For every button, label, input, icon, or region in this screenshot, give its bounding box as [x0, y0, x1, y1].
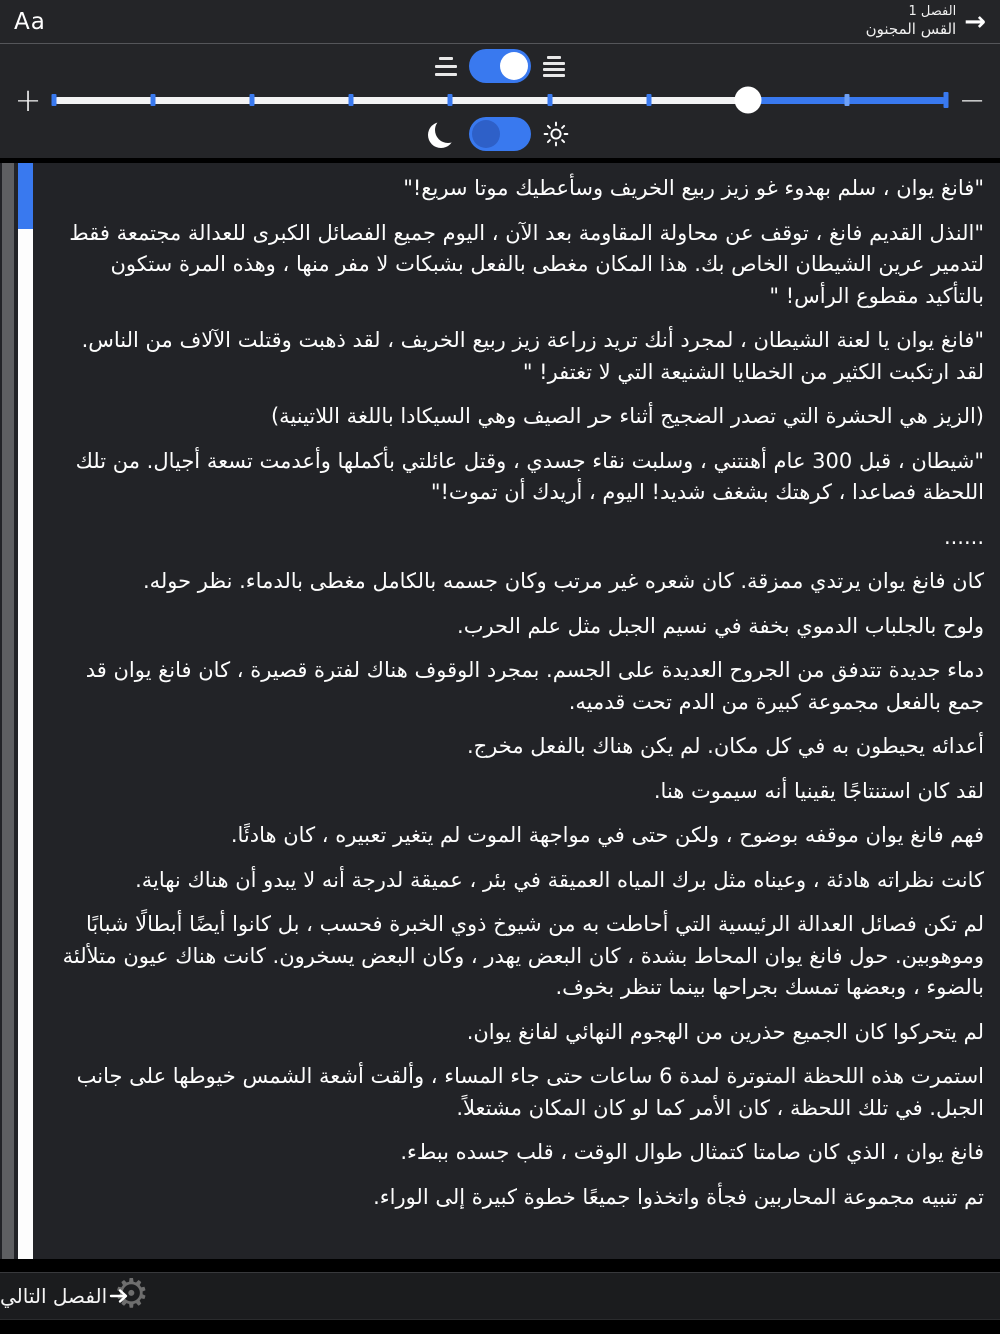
decrease-font-button[interactable]: − — [958, 81, 986, 119]
scrollbar-track[interactable] — [2, 163, 14, 1259]
chapter-header — [866, 4, 986, 39]
theme-toggle[interactable] — [469, 117, 531, 151]
paragraph: لقد كان استنتاجًا يقينيا أنه سيموت هنا. — [653, 778, 984, 803]
toggle-knob — [472, 120, 500, 148]
paragraph: فانغ يوان ، الذي كان صامتا كتمثال طوال الوقت ، قلب جسده ببطء. — [400, 1140, 984, 1164]
paragraph: دماء جديدة تتدفق من الجروح العديدة على الجسم. بمجرد الوقوف هناك لفترة قصيرة ، كان فانغ يوان قد جمع بالفعل مجموعة كبيرة من الدم تحت قدميه. — [85, 658, 984, 714]
slider-tick — [944, 92, 949, 108]
line-spacing-toggle[interactable] — [469, 49, 531, 83]
chapter-meta — [866, 4, 957, 39]
paragraph: لم تكن فصائل العدالة الرئيسية التي أحاطت به من شيوخ ذوي الخبرة فحسب ، بل كانوا أيضًا أبطالًا شبابًا وموهوبين. حول فانغ يوان المحاط بشدة ، كان البعض يهدر ، وكان البعض يسخرون. كانت هناك عيون متلألئة بالضوء ، وبعضها تمسك بجراحها بينما تنظر بخوف. — [62, 912, 984, 999]
paragraph: "فانغ يوان ، سلم بهدوء غو زيز ربيع الخريف وسأعطيك موتا سريع!" — [403, 176, 984, 200]
chapter-text — [44, 163, 1000, 1259]
increase-font-button[interactable]: + — [14, 81, 42, 119]
paragraph: لم يتحركوا كان الجميع حذرين من الهجوم النهائي لفانغ يوان. — [466, 1019, 984, 1044]
line-spacing-loose-icon — [435, 57, 457, 76]
paragraph: ...... — [943, 524, 984, 549]
top-bar — [0, 0, 1000, 44]
gear-arrow-icon[interactable]: ⚙ — [113, 1272, 150, 1317]
reading-progress-rail[interactable] — [0, 163, 38, 1259]
arrow-right-icon[interactable]: → — [964, 6, 986, 37]
slider-track-unfilled — [54, 97, 748, 104]
progress-fill — [18, 163, 33, 229]
paragraph: فهم فانغ يوان موقفه بوضوح ، ولكن حتى في مواجهة الموت لم يتغير تعبيره ، كان هادئًا. — [230, 823, 984, 847]
paragraph: أعدائه يحيطون به في كل مكان. لم يكن هناك بالفعل مخرج. — [466, 734, 984, 758]
line-spacing-row — [0, 49, 1000, 83]
slider-tick — [250, 94, 255, 106]
font-size-track[interactable] — [54, 97, 946, 104]
paragraph: تم تنبيه مجموعة المحاربين فجأة واتخذوا جميعًا خطوة كبيرة إلى الوراء. — [373, 1184, 984, 1209]
settings-panel — [0, 44, 1000, 158]
paragraph: "شيطان ، قبل 300 عام أهنتني ، وسلبت نقاء جسدي ، وقتل عائلتي بأكملها وأعدمت تسعة أجيال. من تلك اللحظة فصاعدا ، كرهتك بشغف شديد! اليوم ، أريدك أن تموت!" — [75, 448, 984, 504]
slider-tick — [547, 94, 552, 106]
slider-tick — [448, 94, 453, 106]
progress-bar — [18, 163, 33, 1259]
font-size-slider-row — [0, 81, 1000, 119]
font-settings-button[interactable]: Aa — [14, 8, 46, 35]
paragraph: (الزيز هي الحشرة التي تصدر الضجيج أثناء حر الصيف وهي السيكادا باللغة اللاتينية) — [270, 404, 984, 428]
font-size-slider-thumb[interactable] — [734, 87, 761, 114]
bottom-bar — [0, 1272, 1000, 1320]
next-chapter-button[interactable] — [0, 1272, 150, 1318]
sun-icon — [543, 121, 569, 147]
paragraph: استمرت هذه اللحظة المتوترة لمدة 6 ساعات حتى جاء المساء ، وألقت أشعة الشمس خيوطها على جانب الجبل. في تلك اللحظة ، كان الأمر كما لو كان المكان مشتعلاً. — [76, 1064, 984, 1120]
paragraph: ولوح بالجلباب الدموي بخفة في نسيم الجبل مثل علم الحرب. — [457, 613, 984, 638]
slider-tick — [349, 94, 354, 106]
paragraph: كان فانغ يوان يرتدي ممزقة. كان شعره غير مرتب وكان جسمه بالكامل مغطى بالدماء. نظر حوله. — [142, 569, 984, 593]
paragraph: "النذل القديم فانغ ، توقف عن محاولة المقاومة بعد الآن ، اليوم جميع الفصائل الكبرى للعدالة مجتمعة فقط لتدمير عرين الشيطان الخاص بك. هذا المكان مغطى بالفعل بشبكات لا مفر منها ، وهذه المرة ستكون بالتأكيد مقطوع الرأس! " — [69, 220, 984, 308]
moon-icon — [435, 117, 461, 143]
divider — [0, 1259, 1000, 1272]
slider-tick — [844, 94, 849, 106]
theme-row — [0, 117, 1000, 151]
toggle-knob — [500, 52, 528, 80]
chapter-title: القس المجنون — [865, 20, 957, 39]
slider-tick — [646, 94, 651, 106]
paragraph: كانت نظراته هادئة ، وعيناه مثل برك المياه العميقة في بئر ، عميقة لدرجة أنه لا يبدو أن هناك نهاية. — [135, 867, 984, 892]
line-spacing-tight-icon — [543, 56, 565, 77]
chapter-number: الفصل 1 — [908, 4, 957, 19]
next-chapter-label: الفصل التالي — [0, 1284, 108, 1308]
slider-tick — [52, 94, 57, 106]
paragraph: "فانغ يوان يا لعنة الشيطان ، لمجرد أنك تريد زراعة زيز ربيع الخريف ، لقد ذهبت وقتلت الآلاف من الناس. لقد ارتكبت الكثير من الخطايا الشنيعة التي لا تغتفر! " — [81, 328, 984, 384]
reading-area — [0, 163, 1000, 1259]
slider-tick — [151, 94, 156, 106]
